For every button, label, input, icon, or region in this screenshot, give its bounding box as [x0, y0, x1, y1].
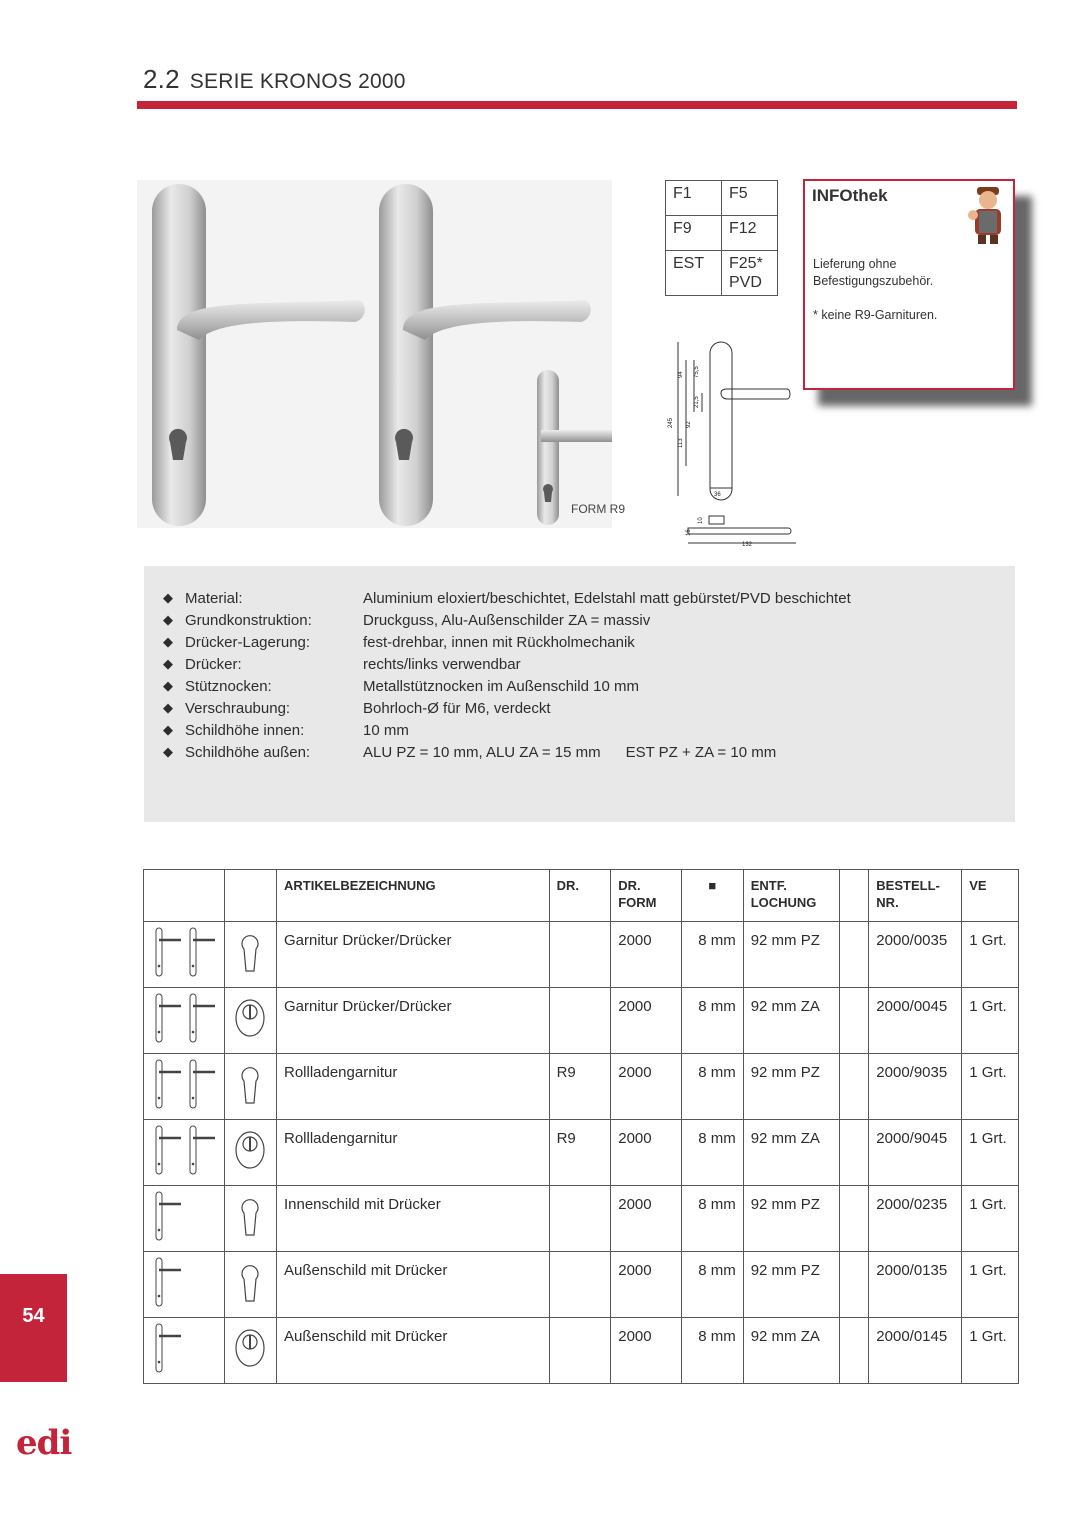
finish-cell: F1 [666, 181, 722, 216]
finish-cell: F25* PVD [722, 251, 778, 296]
order-number: 2000/0045 [869, 988, 962, 1054]
ve-cell: 1 Grt. [962, 1186, 1019, 1252]
empty-cell [839, 1252, 869, 1318]
infothek-title: INFOthek [812, 186, 888, 205]
za-cylinder-icon [225, 1120, 277, 1186]
header-cell [839, 870, 869, 922]
article-name: Innenschild mit Drücker [276, 1186, 549, 1252]
square-cell: 8 mm [682, 1120, 744, 1186]
dim-label: 245 [668, 417, 674, 428]
section-heading [143, 64, 406, 95]
empty-cell [839, 1186, 869, 1252]
header-cell: VE [962, 870, 1019, 922]
product-photo [137, 180, 612, 528]
handle-set-icon [144, 1318, 225, 1384]
drucker-cell: R9 [549, 1054, 611, 1120]
spec-value: ALU PZ = 10 mm, ALU ZA = 15 mm EST PZ + ZA = 10 mm [363, 744, 777, 761]
bullet-diamond-icon: ◆ [163, 612, 173, 627]
form-cell: 2000 [611, 988, 682, 1054]
ve-cell: 1 Grt. [962, 1054, 1019, 1120]
finish-table [665, 180, 778, 296]
bullet-diamond-icon: ◆ [163, 634, 173, 649]
handles-illustration [137, 180, 612, 528]
spec-label: Schildhöhe außen: [185, 744, 311, 761]
lochung-cell: 92 mm PZ [743, 1252, 839, 1318]
finish-cell: F9 [666, 216, 722, 251]
article-name: Garnitur Drücker/Drücker [276, 922, 549, 988]
section-title: SERIE KRONOS 2000 [189, 70, 406, 93]
za-cylinder-icon [225, 988, 277, 1054]
form-cell: 2000 [611, 1252, 682, 1318]
lochung-cell: 92 mm ZA [743, 1120, 839, 1186]
lochung-cell: 92 mm ZA [743, 1318, 839, 1384]
header-cell [144, 870, 225, 922]
ve-cell: 1 Grt. [962, 922, 1019, 988]
section-number: 2.2 [143, 64, 180, 94]
lochung-cell: 92 mm PZ [743, 922, 839, 988]
infothek-box [803, 179, 1015, 390]
spec-panel [144, 566, 1015, 822]
table-row [144, 1318, 1019, 1384]
dim-label: 94 [678, 371, 684, 378]
table-row [144, 988, 1019, 1054]
article-name: Außenschild mit Drücker [276, 1252, 549, 1318]
article-name: Garnitur Drücker/Drücker [276, 988, 549, 1054]
drucker-cell [549, 988, 611, 1054]
lochung-cell: 92 mm ZA [743, 988, 839, 1054]
header-cell: BESTELL- NR. [869, 870, 962, 922]
empty-cell [839, 1318, 869, 1384]
dim-label: 113 [678, 438, 684, 448]
pz-cylinder-icon [225, 1252, 277, 1318]
dim-label: 92 [686, 421, 692, 428]
order-number: 2000/0035 [869, 922, 962, 988]
order-number: 2000/9045 [869, 1120, 962, 1186]
spec-value: Aluminium eloxiert/beschichtet, Edelstahl matt gebürstet/PVD beschichtet [363, 590, 851, 607]
square-cell: 8 mm [682, 922, 744, 988]
header-cell: ENTF. LOCHUNG [743, 870, 839, 922]
table-row [144, 1120, 1019, 1186]
dim-label: 36 [714, 492, 721, 498]
drucker-cell [549, 1252, 611, 1318]
empty-cell [839, 1054, 869, 1120]
form-r9-caption: FORM R9 [571, 502, 625, 516]
finish-row [666, 181, 778, 216]
spec-label: Verschraubung: [185, 700, 291, 717]
ve-cell: 1 Grt. [962, 988, 1019, 1054]
spec-label: Schildhöhe innen: [185, 722, 305, 739]
edi-logo: edi [16, 1423, 72, 1463]
spec-value: Metallstütznocken im Außenschild 10 mm [363, 678, 639, 695]
handle-set-icon [144, 988, 225, 1054]
page-number-tab [0, 1274, 67, 1382]
handle-set-icon [144, 1120, 225, 1186]
pz-cylinder-icon [225, 1054, 277, 1120]
handle-set-icon [144, 1186, 225, 1252]
bullet-diamond-icon: ◆ [163, 656, 173, 671]
heading-rule [137, 101, 1017, 109]
square-cell: 8 mm [682, 1252, 744, 1318]
empty-cell [839, 1120, 869, 1186]
product-table [143, 869, 1019, 1384]
square-icon: ■ [682, 870, 744, 922]
mascot-icon [963, 183, 1013, 245]
spec-label: Grundkonstruktion: [185, 612, 312, 629]
dim-label: 132 [742, 542, 753, 548]
form-cell: 2000 [611, 1186, 682, 1252]
infothek-footnote: * keine R9-Garnituren. [813, 308, 938, 322]
header-cell: DR. [549, 870, 611, 922]
empty-cell [839, 988, 869, 1054]
drucker-cell [549, 1186, 611, 1252]
article-name: Rollladengarnitur [276, 1054, 549, 1120]
page-number: 54 [22, 1305, 45, 1327]
ve-cell: 1 Grt. [962, 1120, 1019, 1186]
bullet-diamond-icon: ◆ [163, 722, 173, 737]
table-row [144, 1252, 1019, 1318]
za-cylinder-icon [225, 1318, 277, 1384]
finish-cell: EST [666, 251, 722, 296]
dim-label: 75,5 [694, 366, 700, 378]
ve-cell: 1 Grt. [962, 1318, 1019, 1384]
spec-value: 10 mm [363, 722, 409, 739]
dim-label: 21,5 [694, 396, 700, 408]
drucker-cell [549, 1318, 611, 1384]
bullet-diamond-icon: ◆ [163, 590, 173, 605]
empty-cell [839, 922, 869, 988]
article-name: Außenschild mit Drücker [276, 1318, 549, 1384]
square-cell: 8 mm [682, 1186, 744, 1252]
order-number: 2000/0145 [869, 1318, 962, 1384]
form-cell: 2000 [611, 1120, 682, 1186]
spec-label: Stütznocken: [185, 678, 272, 695]
finish-row [666, 251, 778, 296]
form-cell: 2000 [611, 922, 682, 988]
ve-cell: 1 Grt. [962, 1252, 1019, 1318]
finish-cell: F12 [722, 216, 778, 251]
bullet-diamond-icon: ◆ [163, 678, 173, 693]
finish-row [666, 216, 778, 251]
spec-value: rechts/links verwendbar [363, 656, 521, 673]
bullet-diamond-icon: ◆ [163, 700, 173, 715]
header-cell: ARTIKELBEZEICHNUNG [276, 870, 549, 922]
form-cell: 2000 [611, 1318, 682, 1384]
handle-set-icon [144, 1054, 225, 1120]
square-cell: 8 mm [682, 1054, 744, 1120]
table-row [144, 1054, 1019, 1120]
form-cell: 2000 [611, 1054, 682, 1120]
handle-set-icon [144, 922, 225, 988]
square-cell: 8 mm [682, 1318, 744, 1384]
table-row [144, 922, 1019, 988]
dim-label: 10 [698, 517, 704, 524]
pz-cylinder-icon [225, 922, 277, 988]
spec-value: Druckguss, Alu-Außenschilder ZA = massiv [363, 612, 651, 629]
handle-set-icon [144, 1252, 225, 1318]
product-table-header [144, 870, 1019, 922]
article-name: Rollladengarnitur [276, 1120, 549, 1186]
finish-cell: F5 [722, 181, 778, 216]
drucker-cell: R9 [549, 1120, 611, 1186]
square-cell: 8 mm [682, 988, 744, 1054]
spec-label: Drücker-Lagerung: [185, 634, 311, 651]
technical-drawing [664, 338, 804, 553]
infothek-note: Lieferung ohne Befestigungszubehör. [813, 257, 934, 288]
lochung-cell: 92 mm PZ [743, 1054, 839, 1120]
header-cell [225, 870, 277, 922]
lochung-cell: 92 mm PZ [743, 1186, 839, 1252]
order-number: 2000/0235 [869, 1186, 962, 1252]
spec-value: fest-drehbar, innen mit Rückholmechanik [363, 634, 635, 651]
dim-label: 16 [686, 529, 692, 536]
pz-cylinder-icon [225, 1186, 277, 1252]
order-number: 2000/0135 [869, 1252, 962, 1318]
spec-label: Material: [185, 590, 243, 607]
spec-value: Bohrloch-Ø für M6, verdeckt [363, 700, 551, 717]
bullet-diamond-icon: ◆ [163, 744, 173, 759]
drucker-cell [549, 922, 611, 988]
header-cell: DR. FORM [611, 870, 682, 922]
spec-label: Drücker: [185, 656, 242, 673]
product-rows [144, 922, 1019, 1384]
order-number: 2000/9035 [869, 1054, 962, 1120]
table-row [144, 1186, 1019, 1252]
